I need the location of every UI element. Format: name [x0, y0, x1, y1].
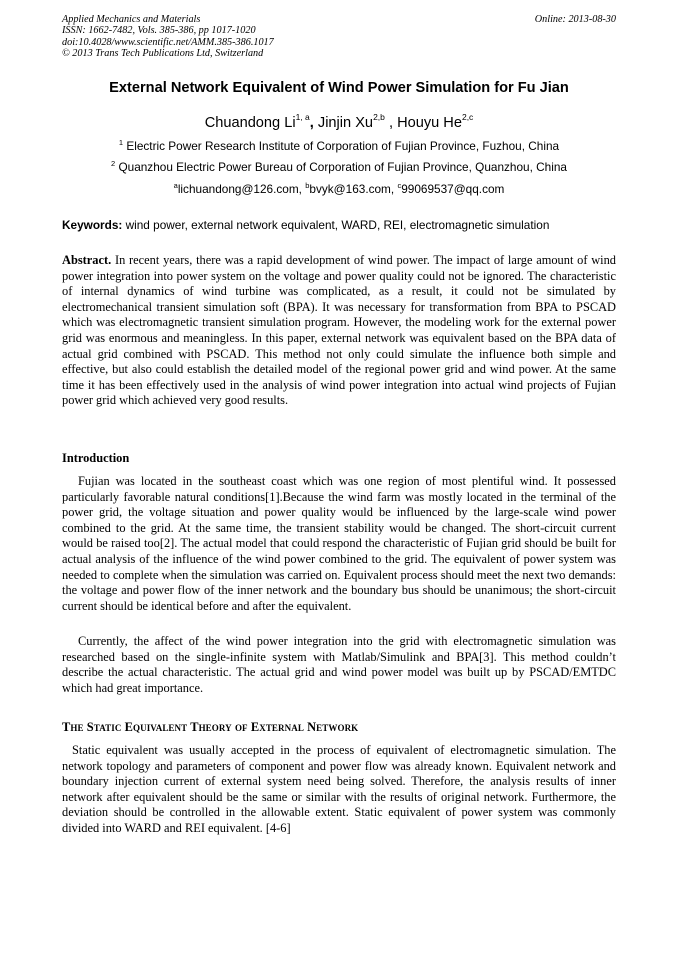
affiliation-text: Quanzhou Electric Power Bureau of Corporation of Fujian Province, Quanzhou, China	[118, 160, 567, 174]
author-name: Chuandong Li	[204, 115, 296, 131]
introduction-heading: Introduction	[62, 451, 130, 465]
author-sup: 2,b	[373, 112, 385, 122]
online-date: Online: 2013-08-30	[534, 14, 616, 25]
keywords-label: Keywords:	[62, 218, 123, 232]
affiliation	[40, 159, 638, 174]
abstract-text: In recent years, there was a rapid development of wind power. The impact of large amount of wind power integration into power system on the voltage and power quality could not be ignored. The characteristic of internal dynamics of wind turbine was complicated, as a result, it could not be simulated by electromechanical transient simulation soft (BPA). It was necessary for transformation from BPA to PSCAD which was electromagnetic transient simulation program. However, the modeling work for the external power grid was enormous and meaningless. In this paper, external network was equivalent based on the BPA data of actual grid combined with PSCAD. This method not only could simulate the influence both simple and effective, but also could establish the detailed model of the regional power grid and wind power. At the same time it has been effectively used in the analysis of wind power integration into actual wind projects of Fujian power grid which achieved very good results.	[62, 253, 616, 408]
journal-name: Applied Mechanics and Materials	[62, 14, 201, 25]
affiliation-text: Electric Power Research Institute of Corporation of Fujian Province, Fuzhou, China	[126, 139, 560, 153]
journal-copyright: © 2013 Trans Tech Publications Ltd, Switzerland	[62, 48, 264, 60]
email-sup: b	[305, 181, 310, 190]
author-sup: 2,c	[461, 112, 474, 122]
affiliation	[40, 138, 638, 153]
keywords-text: wind power, external network equivalent, WARD, REI, electromagnetic simulation	[125, 218, 550, 232]
affiliation-sup: 2	[111, 159, 116, 168]
affiliation-sup: 1	[118, 138, 124, 147]
email-link[interactable]: lichuandong@126.com,	[177, 182, 302, 196]
email-link[interactable]: 99069537@qq.com	[401, 182, 505, 196]
author-list: Chuandong Li$^{1, a}$, Jinjin Xu$^{2,b}$ , Houyu He$^{2,c}$	[204, 112, 474, 131]
keywords	[62, 218, 616, 232]
abstract	[62, 253, 616, 409]
static-equivalent-heading: The Static Equivalent Theory of External Network	[62, 720, 359, 734]
email-sup: c	[397, 181, 402, 190]
abstract-label: Abstract.	[62, 253, 112, 267]
introduction-paragraph-2: Currently, the affect of the wind power integration into the grid with electromagnetic simulation was researched based on the single-infinite system with Matlab/Simulink and BPA[3]. This method couldn’t describe the actual characteristic. The actual grid and wind power model was built up by PSCAD/EMTDC which had great importance.	[62, 634, 616, 695]
author-name: Jinjin Xu	[317, 115, 374, 131]
author-sup: 1, a	[295, 112, 310, 122]
paper-title: External Network Equivalent of Wind Power Simulation for Fu Jian	[109, 80, 569, 96]
journal-header	[62, 14, 274, 60]
static-equivalent-paragraph: Static equivalent was usually accepted in the process of equivalent of electromagnetic simulation. The network topology and parameters of component and power flow was already known. Equivalent network and boundary injection current of external system need being solved. Therefore, the analysis results of inner network after equivalent should be the same or similar with the results of original network. Furthermore, the deviation should be controlled in the allowable extent. Static equivalent of power system was commonly divided into WARD and REI equivalent. [4-6]	[62, 743, 616, 835]
journal-issn: ISSN: 1662-7482, Vols. 385-386, pp 1017-1020	[62, 25, 256, 37]
introduction-paragraph-1: Fujian was located in the southeast coast which was one region of most plentiful wind. It possessed particularly favorable natural conditions[1].Because the wind farm was mostly located in the terminal of the power grid, the voltage situation and power quality would be influenced by the large-scale wind power combined to the grid. At the same time, the transient stability would be changed. The short-circuit current would be raised too[2]. The actual model that could respond the characteristic of Fujian grid should be built for actual analysis of the influence of the wind power combined to the grid. The equivalent of power system was needed to complete when the simulation was carried on. Equivalent process should meet the next two demands: the voltage and power flow of the inner network and the boundary bus should be unanimous; the short-circuit current should be identical before and after the equivalent.	[62, 474, 616, 613]
journal-doi[interactable]: doi:10.4028/www.scientific.net/AMM.385-386.1017	[62, 36, 274, 48]
author-name: Houyu He	[397, 115, 462, 131]
email-link[interactable]: bvyk@163.com,	[309, 182, 395, 196]
email-sup: a	[173, 181, 178, 190]
email-list	[40, 181, 638, 196]
